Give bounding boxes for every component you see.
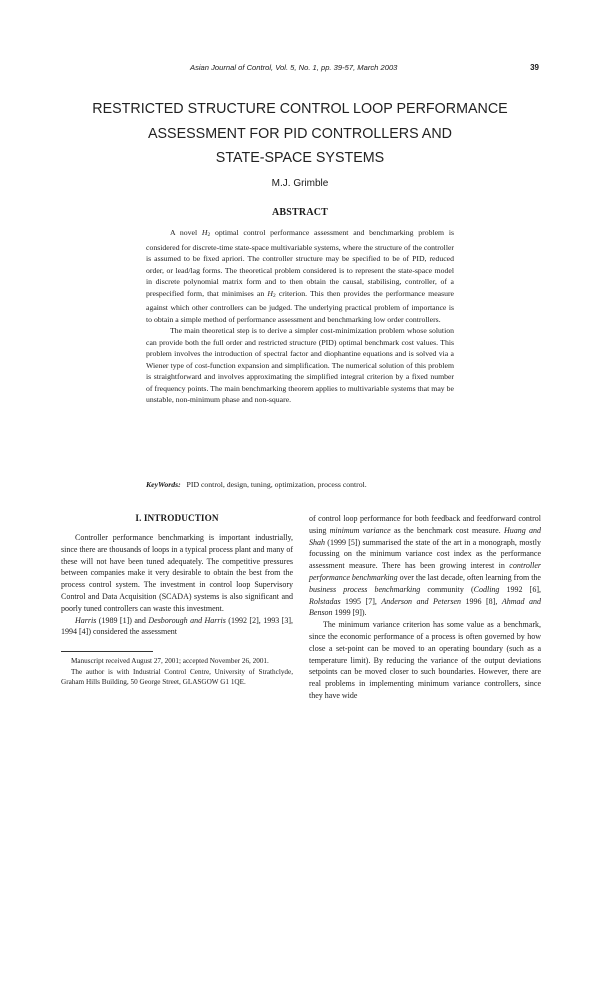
text-run: 1999 [9]). — [332, 608, 367, 618]
emphasis: business process benchmarking — [309, 584, 421, 594]
citation: Huang and Shah — [309, 525, 542, 547]
text-run: (1989 [1]) and — [96, 615, 149, 625]
abstract-heading: ABSTRACT — [271, 207, 329, 218]
text-run: over the last decade, often learning from the — [397, 572, 541, 582]
emphasis: controller performance benchmarking — [309, 561, 541, 582]
footnote: The author is with Industrial Control Centre, University of Strathclyde, Graham Hills Building, 50 George Street, GLASGOW G1 1QE. — [61, 667, 293, 687]
subscript: 2 — [273, 292, 276, 299]
citation: Desborough and Harris — [148, 615, 226, 625]
page-number: 39 — [530, 63, 539, 72]
citation: Codling — [473, 584, 500, 594]
keywords — [146, 479, 454, 490]
running-head — [0, 63, 600, 75]
citation: Rolstadas — [309, 596, 341, 606]
footnote: Manuscript received August 27, 2001; accepted November 26, 2001. — [71, 657, 269, 665]
footnote-rule — [61, 651, 153, 652]
footnotes — [61, 656, 293, 688]
body-paragraph — [61, 615, 293, 639]
text-run: criterion. This then provides the performance measure against which other controllers can be judged. The underlying practical problem of importance is to obtain a simple method of performance assessment and benchmarking low order controllers. — [146, 288, 454, 324]
text-run: (1999 [5]) summarised the state of the art in a monograph, mostly focussing on the minimum variance cost index as the performance assessment measure. There has been growing interest in — [309, 537, 541, 571]
body-paragraph: Controller performance benchmarking is important industrially, since there are thousands of loops in a typical process plant and many of these will not have been tuned adequately. The competitive pressures between companies make it very desirable to obtain the best from the process control system. The investment in control loop Supervisory Control and Data Acquisition (SCADA) systems is also significant and poorly tuned controllers can waste this investment. — [61, 533, 293, 613]
text-run: of control loop performance for both feedback and feedforward control using — [309, 514, 541, 535]
text-run: 1992 [6], — [499, 584, 541, 594]
citation: Anderson and Petersen — [381, 596, 462, 606]
emphasis: minimum variance — [329, 525, 391, 535]
text-run: as the benchmark cost measure. — [390, 525, 504, 535]
right-column — [309, 513, 541, 702]
body-paragraph: The minimum variance criterion has some value as a benchmark, since the economic performance of a process is often governed by how close a set-point can be moved to an operating boundary (such as a temperature limit). By reducing the variance of the output deviations setpoints can be moved closer to such boundaries. However, there are real problems in implementing minimum variance controllers, since they have wide — [309, 620, 541, 700]
text-run: optimal control performance assessment and benchmarking problem is considered for discrete-time state-space multivariable systems, where the structure of the controller is assumed to be fixed apriori. The controller structure may be specified to be of PID, reduced order, or lead/lag forms. The theoretical problem considered is to represent the state-space model in discrete polynomial matrix form and to then obtain the causal, stabilising, controller, of a prespecified form, that minimises an — [146, 228, 454, 298]
text-run: 1996 [8], — [461, 596, 502, 606]
left-column — [61, 512, 293, 638]
text-run: H — [267, 288, 273, 298]
author: M.J. Grimble — [271, 178, 329, 189]
journal-reference: Asian Journal of Control, Vol. 5, No. 1, pp. 39-57, March 2003 — [190, 63, 398, 72]
paper-title — [60, 97, 540, 171]
abstract-paragraph: The main theoretical step is to derive a simpler cost-minimization problem whose solution can provide both the full order and restricted structure (PID) optimal benchmark cost values. This problem involves the introduction of spectral factor and diophantine equations and is solved via a Wiener type of cost-function expansion and simplification. The numerical solution of this problem is straightforward and involves approximating the simplified integral criterion by a fixed number of frequency points. The main benchmarking theorem applies to multivariable systems that may be unstable, non-minimum phase and non-square. — [146, 326, 454, 404]
keywords-label: KeyWords: — [146, 480, 181, 489]
citation: Ahmad and Benson — [309, 596, 542, 618]
body-paragraph — [309, 513, 541, 619]
abstract-paragraph — [146, 227, 454, 325]
text-run: (1992 [2], 1993 [3], 1994 [4]) considered the assessment — [61, 615, 293, 637]
abstract-body — [146, 227, 454, 406]
title-line: ASSESSMENT FOR PID CONTROLLERS AND — [147, 125, 452, 142]
section-heading: I. INTRODUCTION — [135, 513, 219, 523]
keywords-text: PID control, design, tuning, optimization, process control. — [186, 480, 367, 489]
text-run: A novel — [170, 228, 202, 237]
text-run: H — [201, 228, 208, 237]
title-line: RESTRICTED STRUCTURE CONTROL LOOP PERFORMANCE — [92, 101, 508, 117]
subscript: 2 — [207, 232, 211, 238]
title-line: STATE-SPACE SYSTEMS — [215, 150, 385, 166]
text-run: community ( — [420, 584, 474, 594]
citation: Harris — [75, 615, 97, 625]
text-run: 1995 [7], — [340, 596, 382, 606]
